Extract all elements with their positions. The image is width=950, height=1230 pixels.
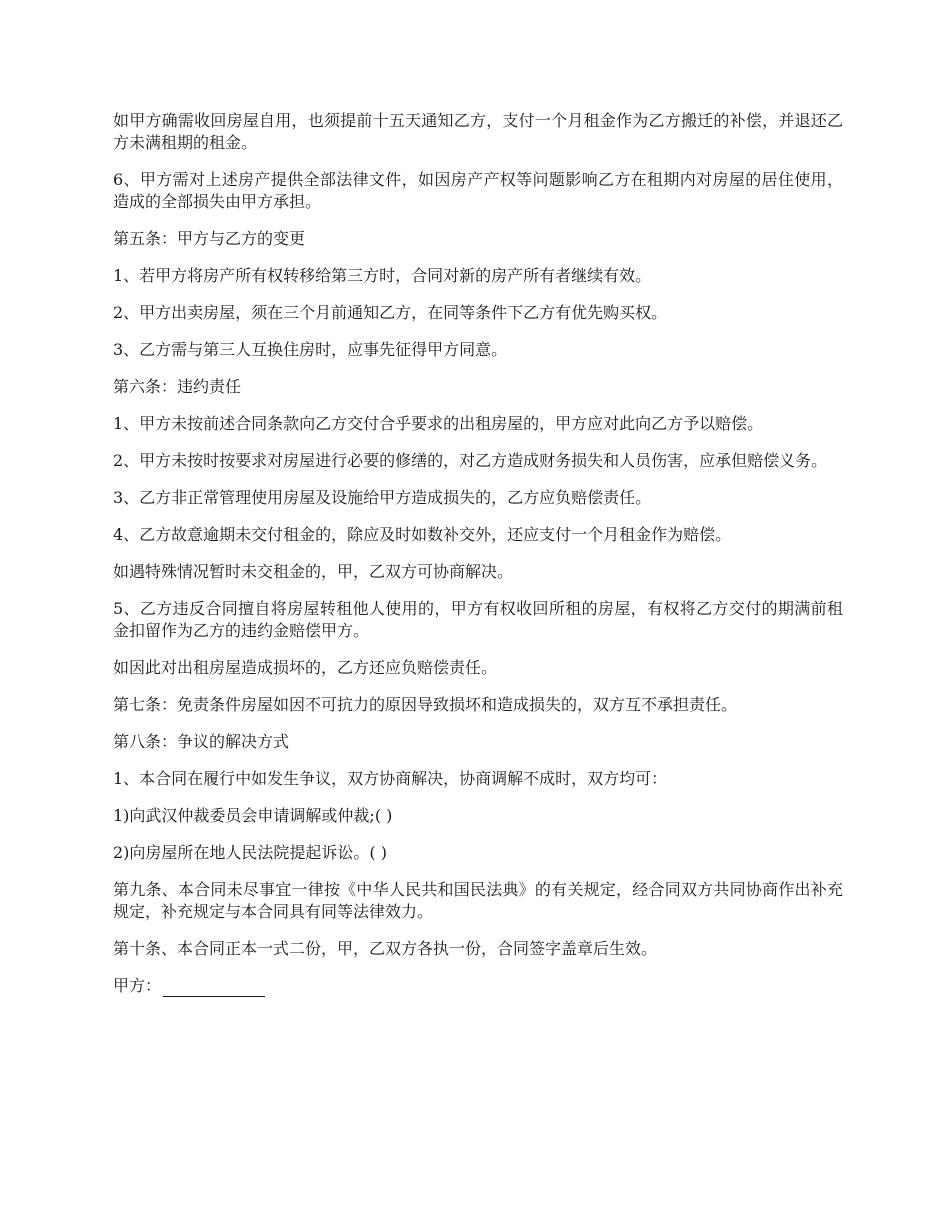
section-heading: 第五条：甲方与乙方的变更	[113, 229, 306, 248]
signature-line-party-a	[113, 975, 843, 997]
paragraph: 1、若甲方将房产所有权转移给第三方时，合同对新的房产所有者继续有效。	[113, 266, 652, 285]
party-a-label: 甲方：	[113, 976, 162, 995]
paragraph: 2、甲方出卖房屋，须在三个月前通知乙方，在同等条件下乙方有优先购买权。	[113, 303, 668, 322]
section-heading: 第六条：违约责任	[113, 377, 242, 396]
paragraph: 1)向武汉仲裁委员会申请调解或仲裁;( )	[113, 806, 393, 825]
paragraph: 5、乙方违反合同擅自将房屋转租他人使用的，甲方有权收回所租的房屋，有权将乙方交付的期满前租金扣留作为乙方的违约金赔偿甲方。	[113, 599, 843, 640]
paragraph: 如因此对出租房屋造成损坏的，乙方还应负赔偿责任。	[113, 658, 498, 677]
paragraph: 1、甲方未按前述合同条款向乙方交付合乎要求的出租房屋的，甲方应对此向乙方予以赔偿。	[113, 414, 764, 433]
paragraph: 2)向房屋所在地人民法院提起诉讼。( )	[113, 843, 387, 862]
paragraph: 3、乙方非正常管理使用房屋及设施给甲方造成损失的，乙方应负赔偿责任。	[113, 488, 652, 507]
signature-blank	[163, 979, 265, 997]
paragraph: 如甲方确需收回房屋自用，也须提前十五天通知乙方，支付一个月租金作为乙方搬迁的补偿，并退还乙方未满租期的租金。	[113, 111, 843, 152]
paragraph: 如遇特殊情况暂时未交租金的，甲，乙双方可协商解决。	[113, 562, 514, 581]
paragraph: 1、本合同在履行中如发生争议，双方协商解决，协商调解不成时，双方均可：	[113, 769, 668, 788]
section-heading: 第八条：争议的解决方式	[113, 732, 290, 751]
paragraph: 3、乙方需与第三人互换住房时，应事先征得甲方同意。	[113, 340, 508, 359]
paragraph: 4、乙方故意逾期未交付租金的，除应及时如数补交外，还应支付一个月租金作为赔偿。	[113, 525, 732, 544]
contract-page	[113, 110, 843, 1012]
paragraph: 第九条、本合同未尽事宜一律按《中华人民共和国民法典》的有关规定，经合同双方共同协商作出补充规定，补充规定与本合同具有同等法律效力。	[113, 880, 843, 921]
section-heading: 第七条：免责条件房屋如因不可抗力的原因导致损坏和造成损失的，双方互不承担责任。	[113, 695, 738, 714]
paragraph: 6、甲方需对上述房产提供全部法律文件，如因房产产权等问题影响乙方在租期内对房屋的居住使用，造成的全部损失由甲方承担。	[113, 170, 843, 211]
paragraph: 第十条、本合同正本一式二份，甲，乙双方各执一份，合同签字盖章后生效。	[113, 939, 658, 958]
paragraph: 2、甲方未按时按要求对房屋进行必要的修缮的，对乙方造成财务损失和人员伤害，应承但赔偿义务。	[113, 451, 828, 470]
